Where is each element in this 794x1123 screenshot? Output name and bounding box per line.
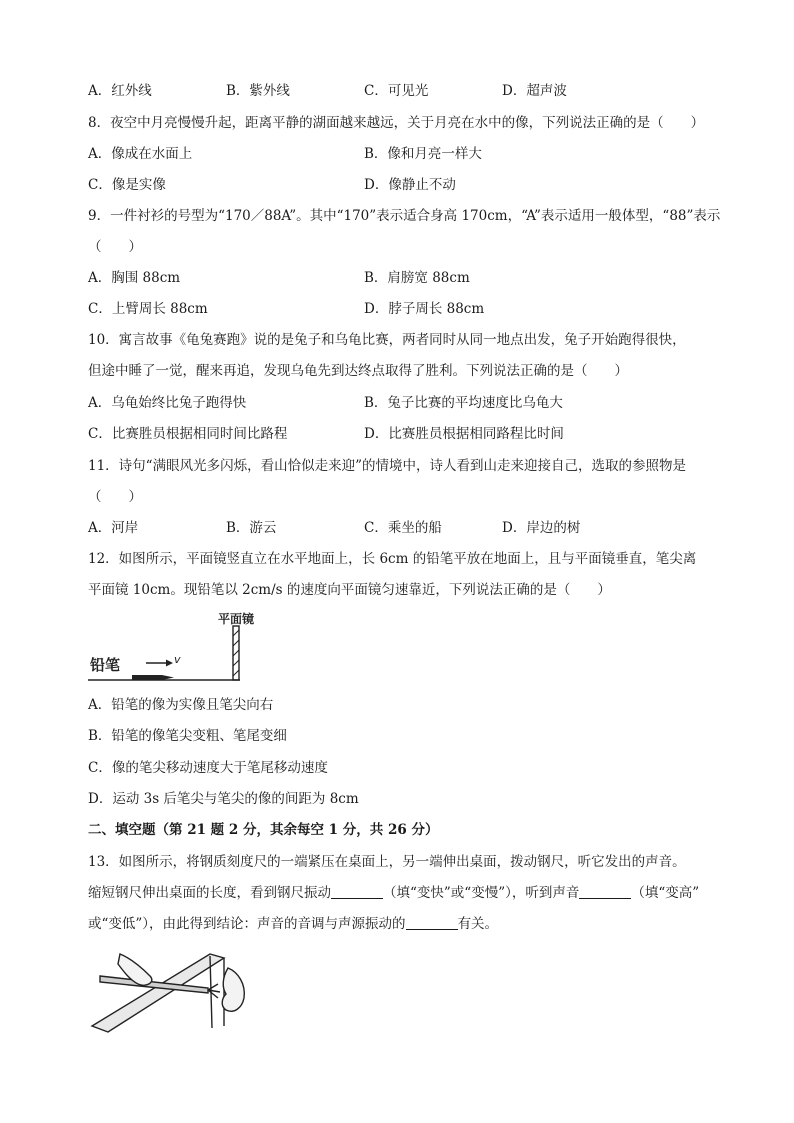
q13-line3 (88, 914, 498, 934)
pencil (132, 675, 162, 680)
q9-option-d[interactable]: D．脖子周长 88cm (364, 301, 485, 317)
q13-blank-3[interactable] (406, 915, 458, 930)
pencil-label: 铅笔 (90, 656, 121, 674)
q8-option-a[interactable]: A．像成在水面上 (88, 146, 193, 162)
q11-stem: 11．诗句“满眼风光多闪烁，看山恰似走来迎”的情境中，诗人看到山走来迎接自己，选取的参照物是 (88, 458, 686, 474)
q10-option-b[interactable]: B．兔子比赛的平均速度比乌龟大 (364, 395, 563, 411)
q9-options-row1 (88, 268, 470, 288)
q10-options-row1 (88, 393, 563, 413)
q9-option-b[interactable]: B．肩膀宽 88cm (364, 270, 470, 286)
q13-text-e: 有关。 (457, 916, 499, 932)
q11-option-b[interactable]: B．游云 (226, 520, 277, 536)
q8-stem: 8．夜空中月亮慢慢升起，距离平静的湖面越来越远，关于月亮在水中的像，下列说法正确的是（ ） (88, 115, 705, 131)
q11-option-d[interactable]: D．岸边的树 (502, 520, 581, 536)
right-hand (222, 968, 244, 1011)
q9-option-a[interactable]: A．胸围 88cm (88, 270, 181, 286)
q8-options-row2 (88, 175, 456, 195)
q12-figure (88, 608, 278, 684)
q12-option-a[interactable]: A．铅笔的像为实像且笔尖向右 (88, 697, 274, 713)
q13-text-d: 或“变低”），由此得到结论：声音的音调与声源振动的 (88, 916, 406, 932)
q10-stem-cont: 但途中睡了一觉，醒来再追，发现乌龟先到达终点取得了胜利。下列说法正确的是（ ） (88, 363, 628, 379)
q7-option-c[interactable]: C．可见光 (364, 83, 429, 99)
mirror-label: 平面镜 (218, 612, 255, 626)
q13-line2 (88, 883, 699, 903)
q13-text-c: （填“变高” (631, 885, 700, 901)
q8-option-b[interactable]: B．像和月亮一样大 (364, 146, 482, 162)
q13-figure (90, 948, 250, 1034)
q9-options-row2 (88, 299, 484, 319)
q10-stem: 10．寓言故事《龟兔赛跑》说的是兔子和乌龟比赛，两者同时从同一地点出发，兔子开始跑得很快， (88, 332, 686, 348)
q12-option-b[interactable]: B．铅笔的像笔尖变粗、笔尾变细 (88, 728, 287, 744)
q8-option-c[interactable]: C．像是实像 (88, 177, 166, 193)
section-title: 二、填空题（第 21 题 2 分，其余每空 1 分，共 26 分） (88, 822, 439, 838)
q13-stem: 13．如图所示，将钢质刻度尺的一端紧压在桌面上，另一端伸出桌面，拨动钢尺，听它发出的声音。 (88, 854, 686, 870)
q10-option-d[interactable]: D．比赛胜员根据相同路程比时间 (364, 426, 564, 442)
q12-stem-cont: 平面镜 10cm。现铅笔以 2cm/s 的速度向平面镜匀速靠近，下列说法正确的是（ ） (88, 582, 611, 598)
q9-option-c[interactable]: C．上臂周长 88cm (88, 301, 208, 317)
q13-text-a: 缩短钢尺伸出桌面的长度，看到钢尺振动 (88, 885, 331, 901)
q11-stem-cont: （ ） (88, 489, 142, 505)
q10-options-row2 (88, 424, 564, 444)
velocity-arrowhead (166, 660, 173, 667)
q7-option-a[interactable]: A．红外线 (88, 83, 152, 99)
q9-stem: 9．一件衬衫的号型为“170／88A”。其中“170”表示适合身高 170cm，“A”表示适用一般体型，“88”表示 (88, 208, 721, 224)
q11-options (88, 518, 580, 538)
ruler-vibration (208, 984, 218, 990)
q12-stem: 12．如图所示，平面镜竖直立在水平地面上，长 6cm 的铅笔平放在地面上，且与平面镜垂直，笔尖离 (88, 551, 697, 567)
q7-option-d[interactable]: D．超声波 (502, 83, 567, 99)
q13-blank-1[interactable] (331, 884, 383, 899)
q11-option-c[interactable]: C．乘坐的船 (364, 520, 442, 536)
q7-option-b[interactable]: B．紫外线 (226, 83, 290, 99)
q7-options (88, 81, 567, 101)
velocity-label: v (174, 653, 181, 666)
q8-options-row1 (88, 144, 482, 164)
q10-option-c[interactable]: C．比赛胜员根据相同时间比路程 (88, 426, 288, 442)
q10-option-a[interactable]: A．乌龟始终比兔子跑得快 (88, 395, 247, 411)
q8-option-d[interactable]: D．像静止不动 (364, 177, 456, 193)
q9-stem-cont: （ ） (88, 239, 142, 255)
q12-option-c[interactable]: C．像的笔尖移动速度大于笔尾移动速度 (88, 760, 328, 776)
q13-text-b: （填“变快”或“变慢”），听到声音 (383, 885, 580, 901)
q13-blank-2[interactable] (579, 884, 631, 899)
q11-option-a[interactable]: A．河岸 (88, 520, 139, 536)
q12-option-d[interactable]: D．运动 3s 后笔尖与笔尖的像的间距为 8cm (88, 791, 359, 807)
